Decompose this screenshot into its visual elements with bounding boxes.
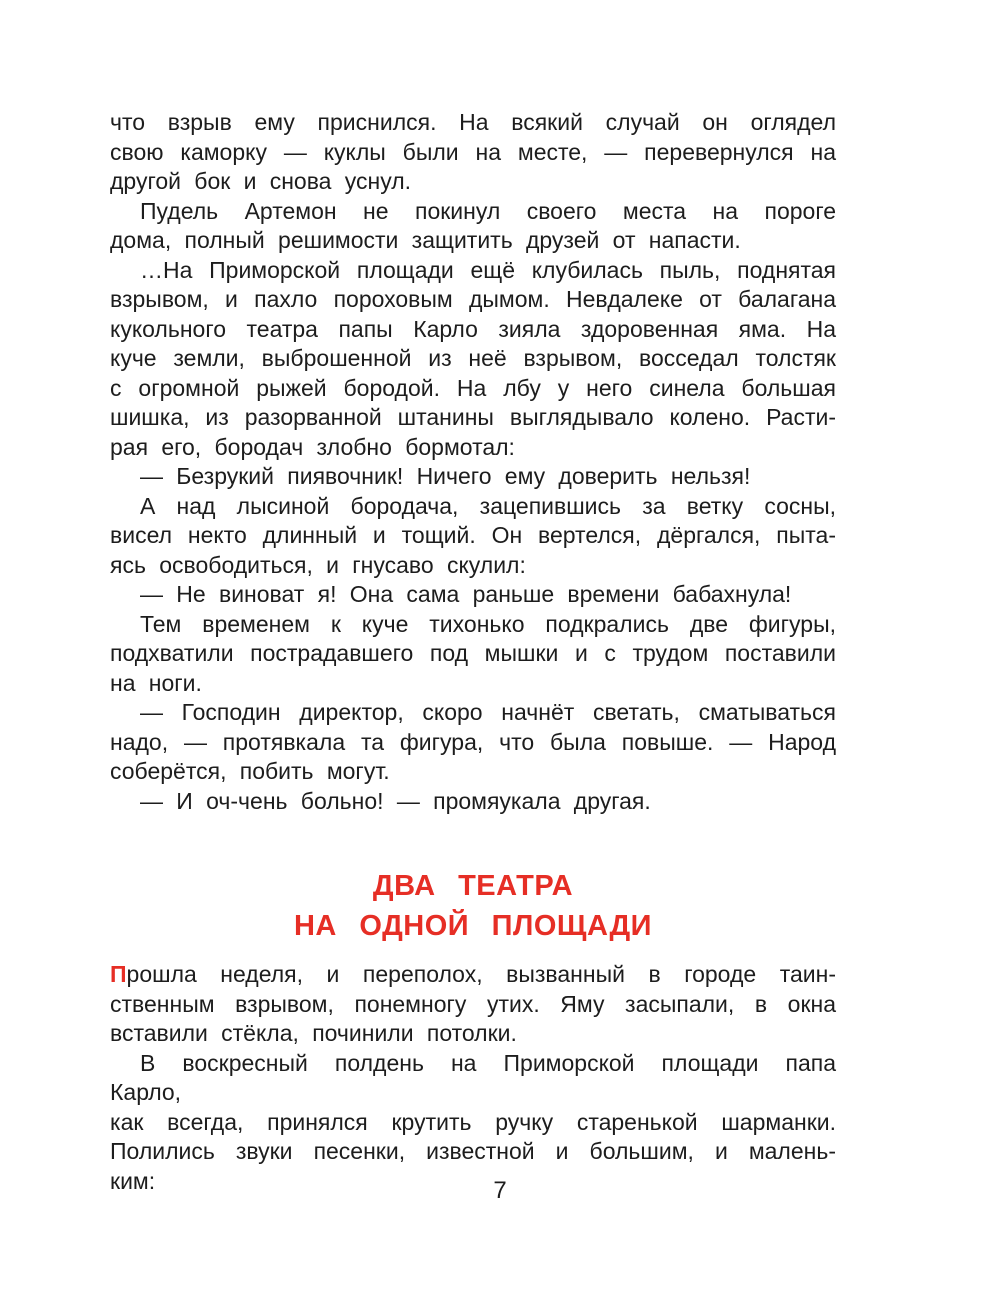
text-line: висел некто длинный и тощий. Он вертелся, дёргался, пыта- xyxy=(110,522,836,548)
paragraph xyxy=(110,197,836,256)
text-line: как всегда, принялся крутить ручку старенькой шарманки. xyxy=(110,1108,836,1135)
text-line: дома, полный решимости защитить друзей от напасти. xyxy=(110,227,741,253)
text-line: подхватили пострадавшего под мышки и с трудом поставили xyxy=(110,640,836,666)
text-line: надо, — протявкала та фигура, что была повыше. — Народ xyxy=(110,728,836,755)
text-line: В воскресный полдень на Приморской площади папа Карло, xyxy=(110,1049,836,1105)
paragraph xyxy=(110,492,836,581)
text-line: кукольного театра папы Карло зияла здоровенная яма. На xyxy=(110,315,836,342)
text-line: рая его, бородач злобно бормотал: xyxy=(110,433,515,460)
drop-cap-letter: П xyxy=(110,961,127,987)
text-line: А над лысиной бородача, зацепившись за ветку сосны, xyxy=(140,492,836,519)
paragraph xyxy=(110,462,836,492)
paragraph xyxy=(110,787,836,817)
text-line: шишка, из разорванной штанины выглядывало колено. Расти- xyxy=(110,404,836,430)
paragraph xyxy=(110,256,836,463)
body-text-bottom xyxy=(110,960,836,1196)
text-line: соберётся, побить могут. xyxy=(110,758,390,784)
text-line: другой бок и снова уснул. xyxy=(110,168,412,194)
paragraph xyxy=(110,580,836,610)
text-line: — Не виноват я! Она сама раньше времени бабахнула! xyxy=(140,581,792,607)
text-line: Прошла неделя, и переполох, вызванный в городе таин- xyxy=(110,961,836,987)
text-line: ственным взрывом, понемногу утих. Яму засыпали, в окна xyxy=(110,990,836,1017)
text-line: на ноги. xyxy=(110,669,202,696)
text-line: Полились звуки песенки, известной и большим, и малень- xyxy=(110,1138,836,1164)
chapter-title-line-1: ДВА ТЕАТРА xyxy=(372,870,574,902)
text-line: куче земли, выброшенной из неё взрывом, восседал толстяк xyxy=(110,345,836,371)
text-line: …На Приморской площади ещё клубилась пыль, поднятая xyxy=(140,256,836,283)
paragraph xyxy=(110,1049,836,1197)
text-line: свою каморку — куклы были на месте, — перевернулся на xyxy=(110,138,836,165)
text-line: вставили стёкла, починили потолки. xyxy=(110,1020,517,1046)
chapter-heading xyxy=(110,866,836,946)
text-line: ясь освободиться, и гнусаво скулил: xyxy=(110,551,526,578)
text-line: взрывом, и пахло пороховым дымом. Невдалеке от балагана xyxy=(110,286,836,312)
chapter-title-line-2: НА ОДНОЙ ПЛОЩАДИ xyxy=(293,910,652,942)
text-block xyxy=(110,108,836,1196)
paragraph xyxy=(110,108,836,197)
text-line: ким: xyxy=(110,1167,156,1194)
text-line: с огромной рыжей бородой. На лбу у него синела большая xyxy=(110,374,836,401)
text-line: Пудель Артемон не покинул своего места на пороге xyxy=(140,197,836,224)
text-line: Тем временем к куче тихонько подкрались две фигуры, xyxy=(140,610,836,637)
body-text-top xyxy=(110,108,836,816)
text-line: что взрыв ему приснился. На всякий случай он оглядел xyxy=(110,109,836,135)
page-number: 7 xyxy=(493,1177,507,1204)
text-line: — Безрукий пиявочник! Ничего ему доверить нельзя! xyxy=(140,463,751,489)
text-line: — Господин директор, скоро начнёт светать, сматываться xyxy=(140,699,836,725)
paragraph xyxy=(110,960,836,1049)
paragraph xyxy=(110,610,836,699)
text-line: — И оч-чень больно! — промяукала другая. xyxy=(140,787,651,814)
paragraph xyxy=(110,698,836,787)
